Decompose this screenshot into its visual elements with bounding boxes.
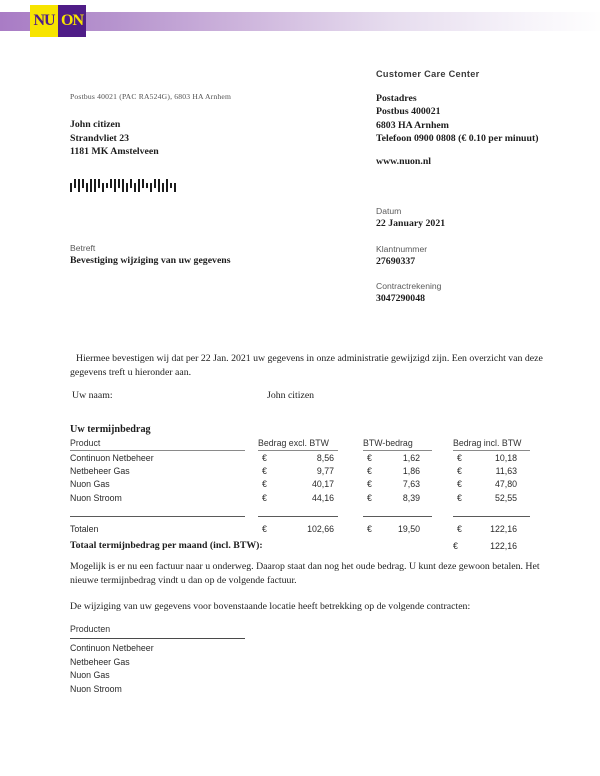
row-btw: 1,62 — [402, 453, 420, 463]
postadres-block — [376, 92, 538, 146]
currency-symbol: € — [262, 492, 267, 503]
row-excl: 9,77 — [316, 466, 334, 477]
recipient-address — [70, 118, 159, 159]
recipient-name: John citizen — [70, 119, 121, 130]
row-btw: 7,63 — [402, 479, 420, 490]
kix-barcode — [70, 179, 182, 192]
recipient-street: Strandvliet 23 — [70, 132, 130, 144]
closing-paragraph-2: De wijziging van uw gegevens voor bovenstaande locatie heeft betrekking op de volgende contracten: — [70, 601, 471, 612]
currency-symbol: € — [457, 466, 462, 477]
kix-bar — [146, 183, 148, 188]
betreft-value: Bevestiging wijziging van uw gegevens — [70, 255, 231, 266]
kix-bar — [166, 179, 168, 192]
kix-bar — [142, 179, 144, 188]
currency-symbol: € — [457, 492, 462, 503]
datum-label: Datum — [376, 206, 402, 216]
postadres-label: Postadres — [376, 93, 417, 104]
totals-rule-row — [70, 516, 530, 524]
currency-symbol: € — [457, 479, 462, 490]
row-excl: 8,56 — [316, 453, 334, 463]
row-incl: 11,63 — [495, 466, 517, 477]
col-header-incl: Bedrag incl. BTW — [453, 438, 530, 451]
table-row — [70, 479, 530, 492]
totals-row — [70, 524, 530, 538]
nuon-logo — [30, 5, 86, 37]
customer-care-title: Customer Care Center — [376, 69, 480, 79]
nuon-logo-left: NU — [30, 5, 58, 37]
monthly-total-label: Totaal termijnbedrag per maand (incl. BTW): — [70, 540, 263, 551]
row-excl: 44,16 — [311, 492, 334, 503]
products-list-items — [70, 642, 245, 693]
kix-bar — [90, 179, 92, 192]
currency-symbol: € — [367, 492, 372, 503]
row-product: Netbeheer Gas — [70, 466, 130, 477]
row-product: Nuon Gas — [70, 479, 110, 490]
products-list-item: Nuon Gas — [70, 670, 110, 680]
row-btw: 1,86 — [402, 466, 420, 477]
contractrekening-value: 3047290048 — [376, 293, 425, 304]
kix-bar — [102, 183, 104, 192]
kix-bar — [126, 183, 128, 192]
postadres-postbus: Postbus 400021 — [376, 106, 441, 118]
totals-incl: 122,16 — [490, 523, 517, 534]
kix-bar — [106, 183, 108, 188]
kix-bar — [82, 179, 84, 188]
kix-bar — [162, 183, 164, 192]
currency-symbol: € — [367, 466, 372, 477]
currency-symbol: € — [367, 453, 372, 463]
kix-bar — [170, 183, 172, 188]
products-list-item: Netbeheer Gas — [70, 656, 130, 667]
kix-bar — [122, 179, 124, 192]
currency-symbol: € — [367, 523, 372, 534]
closing-paragraph-1: Mogelijk is er nu een factuur naar u onderweg. Daarop staat dan nog het oude bedrag. U kunt deze gewoon betalen. Het nieuwe termijnbedrag vindt u dan op de volgende factuur. — [70, 561, 540, 586]
recipient-city: 1181 MK Amstelveen — [70, 146, 159, 158]
totals-excl: 102,66 — [307, 523, 334, 534]
table-body — [70, 453, 530, 506]
postadres-city: 6803 HA Arnhem — [376, 119, 449, 131]
phone-line: Telefoon 0900 0808 (€ 0.10 per minuut) — [376, 133, 539, 145]
col-header-excl: Bedrag excl. BTW — [258, 438, 338, 451]
currency-symbol: € — [457, 453, 462, 463]
table-row — [70, 453, 530, 466]
kix-bar — [86, 183, 88, 192]
klantnummer-label: Klantnummer — [376, 244, 428, 254]
intro-paragraph: Hiermee bevestigen wij dat per 22 Jan. 2021 uw gegevens in onze administratie gewijzigd zijn. Een overzicht van deze gegevens treft u hieronder aan. — [70, 353, 543, 378]
website-url: www.nuon.nl — [376, 156, 431, 167]
kix-bar — [94, 179, 96, 192]
datum-value: 22 January 2021 — [376, 218, 446, 229]
klantnummer-value: 27690337 — [376, 256, 416, 267]
table-row — [70, 493, 530, 506]
currency-symbol: € — [262, 453, 267, 463]
totals-label: Totalen — [70, 523, 99, 534]
row-product: Continuon Netbeheer — [70, 453, 154, 463]
name-label: Uw naam: — [72, 390, 113, 401]
kix-bar — [70, 183, 72, 192]
row-product: Nuon Stroom — [70, 492, 122, 503]
products-list-item: Nuon Stroom — [70, 683, 122, 694]
row-incl: 52,55 — [494, 492, 517, 503]
nuon-logo-right: ON — [58, 5, 86, 37]
products-list — [70, 624, 245, 693]
name-value: John citizen — [267, 390, 315, 401]
sender-line: Postbus 40021 (PAC RA524G), 6803 HA Arnhem — [70, 92, 232, 101]
totals-btw: 19,50 — [397, 523, 420, 534]
currency-symbol: € — [262, 523, 267, 534]
currency-symbol: € — [262, 479, 267, 490]
kix-bar — [110, 179, 112, 188]
row-incl: 10,18 — [494, 453, 517, 463]
kix-bar — [78, 179, 80, 192]
table-row — [70, 466, 530, 479]
kix-bar — [174, 183, 176, 192]
kix-bar — [98, 179, 100, 188]
amounts-table — [70, 438, 530, 538]
col-header-btw: BTW-bedrag — [363, 438, 432, 451]
contractrekening-label: Contractrekening — [376, 281, 442, 291]
col-header-product: Product — [70, 438, 245, 451]
table-header-row — [70, 438, 530, 453]
products-list-header: Producten — [70, 624, 245, 639]
row-excl: 40,17 — [311, 479, 334, 490]
header-gradient-bar — [0, 12, 600, 31]
products-list-item: Continuon Netbeheer — [70, 643, 154, 653]
kix-bar — [74, 179, 76, 188]
row-btw: 8,39 — [402, 492, 420, 503]
monthly-total-value: 122,16 — [490, 541, 517, 551]
kix-bar — [118, 179, 120, 188]
kix-bar — [154, 179, 156, 188]
currency-symbol: € — [367, 479, 372, 490]
kix-bar — [150, 183, 152, 192]
currency-symbol: € — [453, 541, 458, 551]
monthly-total-row — [70, 540, 530, 551]
kix-bar — [130, 179, 132, 188]
kix-bar — [134, 183, 136, 192]
table-title: Uw termijnbedrag — [70, 424, 151, 435]
currency-symbol: € — [262, 466, 267, 477]
kix-bar — [138, 179, 140, 192]
kix-bar — [158, 179, 160, 192]
betreft-label: Betreft — [70, 243, 96, 253]
kix-bar — [114, 179, 116, 192]
currency-symbol: € — [457, 523, 462, 534]
row-incl: 47,80 — [494, 479, 517, 490]
